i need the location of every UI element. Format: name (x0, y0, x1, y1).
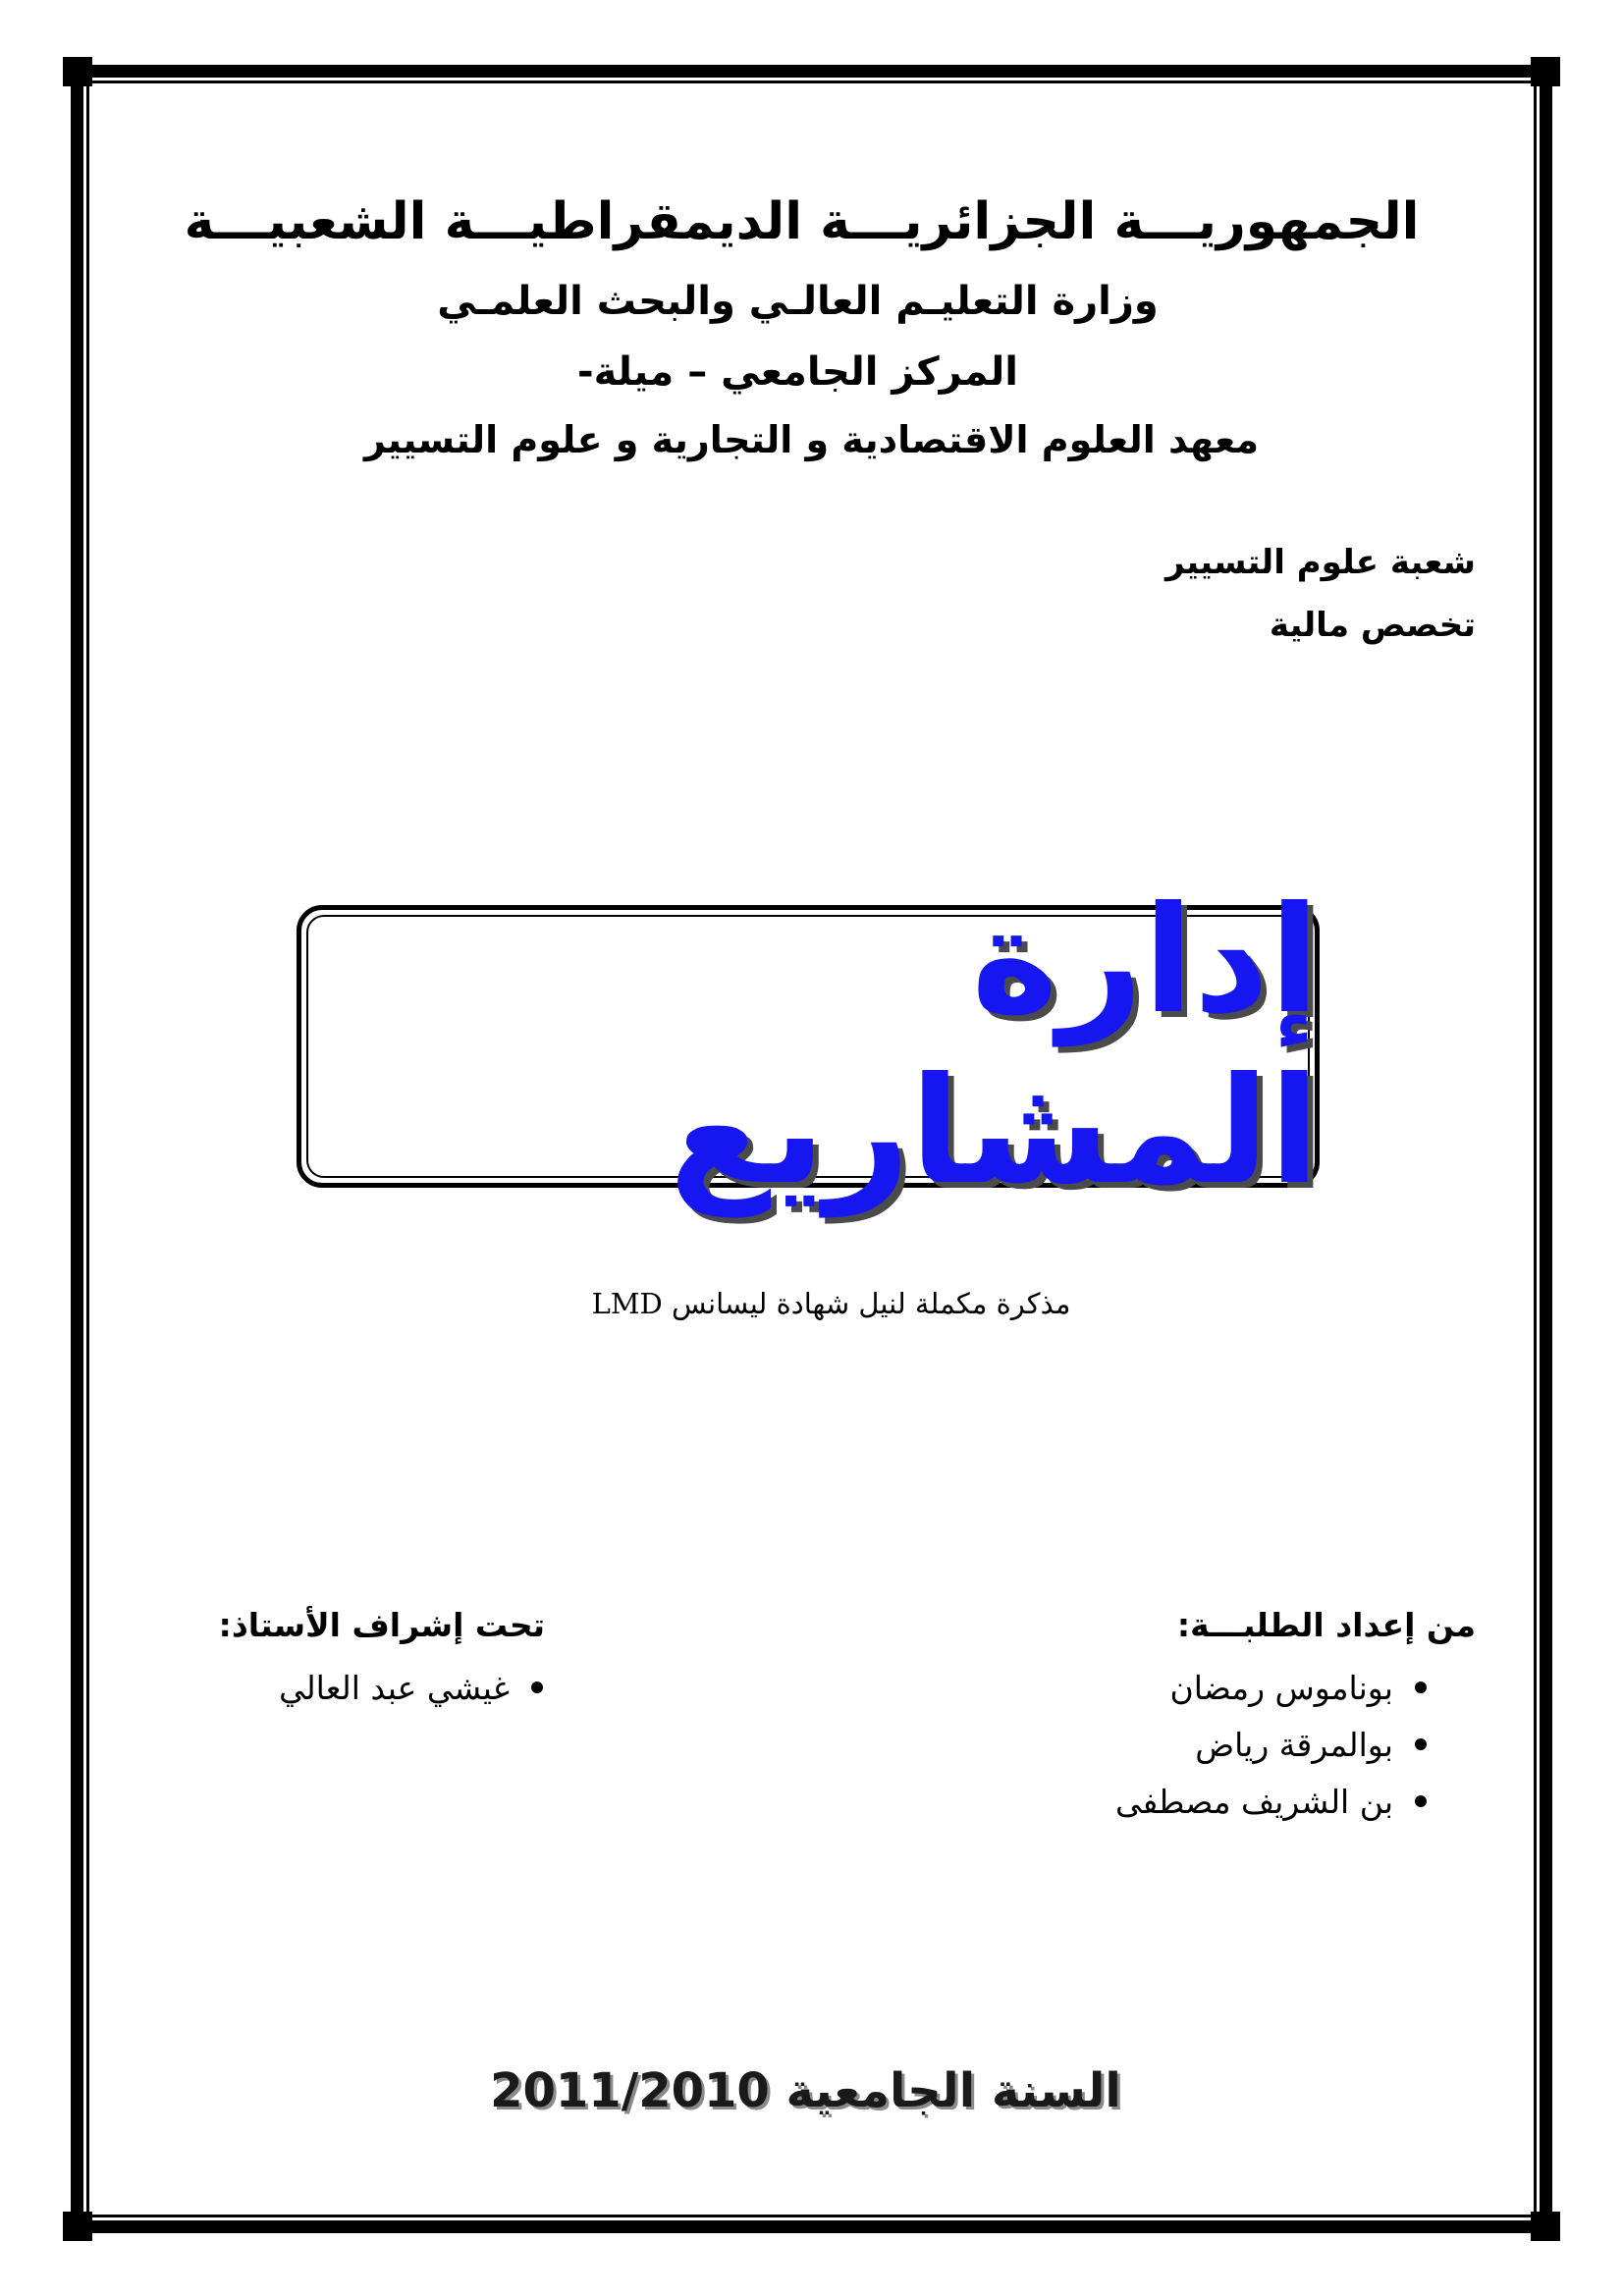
list-item (279, 1659, 543, 1716)
student-name: بوالمرقة رياض (1195, 1725, 1393, 1764)
supervisor-name: غيشي عبد العالي (279, 1668, 510, 1707)
list-item (1115, 1716, 1427, 1773)
list-item (1115, 1659, 1427, 1716)
university-center-heading: المركز الجامعي – ميلة- (576, 349, 1019, 395)
republic-heading: الجمهوريـــة الجزائريـــة الديمقراطيـــة الشعبيـــة (184, 192, 1420, 251)
list-item (1115, 1773, 1427, 1830)
border-corner (1531, 2212, 1560, 2241)
students-heading: من إعداد الطلبـــة: (1176, 1606, 1476, 1644)
department-label: شعبة علوم التسيير (1165, 543, 1476, 582)
student-name: بن الشريف مصطفى (1114, 1782, 1393, 1821)
academic-year: السنة الجامعية 2011/2010 (490, 2063, 1121, 2118)
thesis-subtitle: مذكرة مكملة لنيل شهادة ليسانس LMD (591, 1287, 1071, 1320)
supervisor-list (279, 1659, 543, 1716)
bullet-icon (1415, 1795, 1427, 1807)
bullet-icon (1415, 1738, 1427, 1750)
supervisor-heading: تحت إشراف الأستاذ: (218, 1606, 545, 1644)
specialty-label: تخصص مالية (1269, 606, 1476, 645)
institute-heading: معهد العلوم الاقتصادية و التجارية و علوم التسيير (364, 418, 1259, 461)
student-name: بوناموس رمضان (1169, 1668, 1393, 1707)
border-corner (63, 57, 92, 86)
bullet-icon (1415, 1682, 1427, 1693)
bullet-icon (531, 1682, 543, 1693)
students-list (1115, 1659, 1427, 1830)
border-corner (63, 2212, 92, 2241)
border-corner (1531, 57, 1560, 86)
ministry-heading: وزارة التعليـم العالـي والبحث العلمـي (437, 279, 1159, 324)
thesis-title: إدارة المشاريع (669, 876, 1320, 1217)
